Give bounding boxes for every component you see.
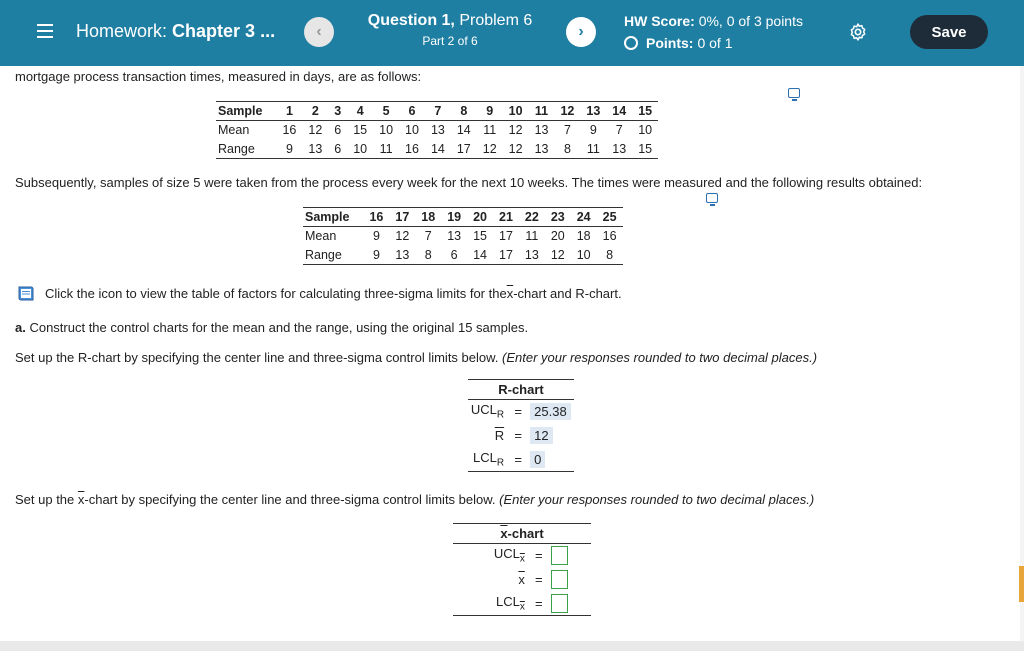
ucl-x-label-text: UCL — [493, 546, 520, 562]
row-label: Range — [216, 140, 276, 159]
menu-icon[interactable] — [37, 24, 53, 38]
homework-title — [76, 21, 275, 42]
previous-question-button[interactable]: ‹ — [304, 17, 334, 47]
copy-table-icon[interactable] — [788, 88, 800, 98]
table-cell: 10 — [405, 123, 419, 138]
question-number: Question 1, — [367, 12, 455, 29]
x-chart-instruction-after: -chart by specifying the center line and three-sigma control limits below. — [84, 492, 500, 507]
part-a-body: Construct the control charts for the mean and the range, using the original 15 samples. — [25, 320, 529, 335]
lcl-r-label — [468, 448, 510, 472]
table-cell: 10 — [571, 246, 597, 265]
equals-sign: = — [531, 592, 547, 616]
table-cell: 2 — [302, 102, 328, 121]
row-label: Mean — [218, 123, 250, 138]
equals-sign: = — [535, 572, 543, 587]
table-cell: 8 — [415, 246, 441, 265]
part-a-text — [15, 320, 528, 335]
next-question-button[interactable]: › — [566, 17, 596, 47]
table-cell: 12 — [503, 140, 529, 159]
side-panel-tab[interactable] — [1019, 566, 1024, 602]
question-title — [340, 12, 560, 30]
x-chart-title-x: $\overline{x}$ — [500, 526, 508, 541]
table-cell: 7 — [615, 123, 623, 138]
scrollbar-track[interactable] — [1020, 66, 1024, 641]
r-chart-table — [468, 379, 574, 472]
part-a-label: a. — [15, 320, 26, 335]
table-cell: 8 — [597, 246, 623, 265]
lcl-x-sub: x — [519, 601, 525, 613]
table-cell: 13 — [529, 140, 555, 159]
score-block — [624, 13, 803, 51]
table-row-mean — [303, 227, 623, 246]
x-chart-title — [453, 524, 591, 544]
table-cell: 9 — [363, 246, 389, 265]
lcl-x-label — [453, 592, 531, 616]
table-cell: 9 — [372, 229, 380, 244]
points-line — [624, 35, 803, 51]
x-chart-instruction-hint: (Enter your responses rounded to two decimal places.) — [499, 492, 815, 507]
r-bar-answer[interactable]: 12 — [530, 427, 552, 444]
x-chart-table — [453, 523, 591, 616]
table-cell: 15 — [632, 140, 658, 159]
points-label: Points: — [646, 35, 694, 51]
r-chart-instruction-text: Set up the R-chart by specifying the center line and three-sigma control limits below. — [15, 350, 503, 365]
r-chart-instructions — [15, 350, 817, 365]
table-cell: 12 — [477, 140, 503, 159]
homework-chapter: Chapter 3 ... — [172, 21, 276, 41]
points-circle-icon — [624, 36, 638, 50]
problem-number: Problem 6 — [459, 12, 533, 29]
table-cell: 9 — [276, 140, 302, 159]
copy-table-icon[interactable] — [706, 193, 718, 203]
table-cell: 10 — [379, 123, 394, 138]
lcl-r-answer[interactable]: 0 — [530, 451, 545, 468]
table-cell: 15 — [473, 229, 487, 244]
table-cell: 11 — [525, 229, 539, 244]
table-cell: 1 — [276, 102, 302, 121]
table-cell: 20 — [550, 229, 565, 244]
table-cell: 10 — [347, 140, 373, 159]
table-row-header — [216, 102, 658, 121]
book-icon[interactable] — [17, 285, 37, 302]
r-bar-label-text: $\overline{R}$ — [494, 428, 505, 443]
table-cell: 12 — [308, 123, 323, 138]
x-chart-title-rest: -chart — [507, 526, 544, 541]
x-chart-instruction-before: Set up the — [15, 492, 78, 507]
table-cell: 13 — [447, 229, 462, 244]
table-cell: 12 — [395, 229, 410, 244]
table-cell: 21 — [493, 208, 519, 227]
equals-sign: = — [510, 448, 526, 472]
x-chart-instructions — [15, 492, 814, 507]
x-double-bar-label-text: $\overline{x}$ — [518, 572, 525, 587]
table-cell: 16 — [399, 140, 425, 159]
table-cell: 17 — [499, 229, 513, 244]
table-row-range — [303, 246, 623, 265]
table-cell: 17 — [451, 140, 477, 159]
table-cell: 16 — [282, 123, 297, 138]
table-cell: 13 — [389, 246, 415, 265]
subsequent-text: Subsequently, samples of size 5 were taken from the process every week for the next 10 weeks. The times were measured and the following results obtained: — [15, 175, 923, 190]
table-cell: 13 — [302, 140, 328, 159]
question-part: Part 2 of 6 — [422, 34, 478, 48]
table-cell: 7 — [425, 102, 451, 121]
factors-link-text-before: Click the icon to view the table of factors for calculating three-sigma limits for the — [45, 286, 507, 301]
lcl-r-sub: R — [496, 457, 505, 469]
table-cell: 13 — [534, 123, 549, 138]
table-cell: 16 — [363, 208, 389, 227]
r-chart-title: R-chart — [468, 380, 574, 400]
lcl-r-label-text: LCL — [473, 449, 497, 465]
hw-score-label: HW Score: — [624, 13, 695, 29]
r-chart-instruction-hint: (Enter your responses rounded to two decimal places.) — [502, 350, 818, 365]
table-cell: 13 — [430, 123, 445, 138]
ucl-r-label-text: UCL — [470, 402, 497, 418]
question-info — [340, 12, 560, 48]
table-cell: 12 — [545, 246, 571, 265]
table-cell: 11 — [529, 102, 555, 121]
lcl-x-label-text: LCL — [495, 593, 520, 609]
table-cell: 6 — [334, 123, 342, 138]
gear-icon[interactable] — [848, 22, 868, 42]
table-cell: 6 — [441, 246, 467, 265]
table-cell: 20 — [467, 208, 493, 227]
table-cell: 13 — [519, 246, 545, 265]
ucl-r-sub: R — [496, 410, 505, 422]
intro-text: mortgage process transaction times, measured in days, are as follows: — [15, 69, 422, 84]
table-cell: 14 — [456, 123, 471, 138]
table-row-range — [216, 140, 658, 159]
table-cell: 23 — [545, 208, 571, 227]
table-cell: 13 — [580, 102, 606, 121]
table-cell: 17 — [389, 208, 415, 227]
table-cell: 15 — [353, 123, 368, 138]
save-button[interactable]: Save — [910, 15, 988, 49]
row-label: Range — [303, 246, 363, 265]
equals-sign: = — [535, 548, 543, 564]
table-cell: 7 — [563, 123, 571, 138]
table-cell: 19 — [441, 208, 467, 227]
ucl-r-answer[interactable]: 25.38 — [530, 403, 571, 420]
table-cell: 12 — [508, 123, 523, 138]
top-bar — [0, 0, 1024, 66]
table-cell: 9 — [477, 102, 503, 121]
table-cell: 16 — [602, 229, 617, 244]
subsequent-samples-table — [303, 207, 623, 265]
table-cell: 5 — [373, 102, 399, 121]
table-cell: 14 — [467, 246, 493, 265]
table-cell: 6 — [399, 102, 425, 121]
table-cell: 18 — [415, 208, 441, 227]
table-cell: 9 — [589, 123, 597, 138]
hw-score-value: 0%, 0 of 3 points — [698, 13, 803, 29]
table-cell: 8 — [451, 102, 477, 121]
x-chart-instruction-xbar: $\overline{x}$ — [77, 492, 85, 507]
table-cell: 3 — [328, 102, 347, 121]
equals-sign: = — [514, 404, 522, 420]
table-cell: 24 — [571, 208, 597, 227]
table-cell: 14 — [606, 102, 632, 121]
table-cell: 14 — [425, 140, 451, 159]
ucl-x-sub: x — [519, 554, 525, 566]
ucl-x-label — [453, 544, 531, 568]
r-bar-label — [468, 424, 510, 448]
table-cell: 17 — [493, 246, 519, 265]
table-cell: 4 — [347, 102, 373, 121]
table-cell: 7 — [424, 229, 432, 244]
table-row-header — [303, 208, 623, 227]
points-value: 0 of 1 — [697, 35, 733, 51]
homework-prefix: Homework: — [76, 21, 168, 41]
lcl-x-input[interactable] — [551, 594, 568, 613]
factors-link-xbar: $\overline{x}$ — [506, 286, 514, 301]
table-cell: 25 — [597, 208, 623, 227]
x-double-bar-input[interactable] — [551, 570, 568, 589]
table-cell: 13 — [606, 140, 632, 159]
table-cell: 11 — [580, 140, 606, 159]
x-double-bar-label — [453, 568, 531, 592]
hw-score — [624, 13, 803, 29]
ucl-r-label — [468, 400, 510, 424]
table-cell: 15 — [632, 102, 658, 121]
table-cell: 11 — [483, 123, 497, 138]
row-label: Sample — [216, 102, 276, 121]
factors-link[interactable] — [17, 285, 622, 302]
bottom-bar — [0, 641, 1024, 651]
table-cell: 6 — [328, 140, 347, 159]
factors-link-text-after: -chart and R-chart. — [513, 286, 622, 301]
equals-sign: = — [514, 428, 522, 443]
table-cell: 12 — [554, 102, 580, 121]
table-cell: 11 — [373, 140, 399, 159]
table-cell: 10 — [638, 123, 653, 138]
table-cell: 22 — [519, 208, 545, 227]
original-samples-table — [216, 101, 658, 159]
table-cell: 10 — [503, 102, 529, 121]
table-row-mean — [216, 121, 658, 140]
ucl-x-input[interactable] — [551, 546, 568, 565]
row-label: Sample — [303, 208, 363, 227]
row-label: Mean — [305, 229, 337, 244]
table-cell: 8 — [554, 140, 580, 159]
table-cell: 18 — [576, 229, 591, 244]
question-content — [0, 66, 1020, 641]
